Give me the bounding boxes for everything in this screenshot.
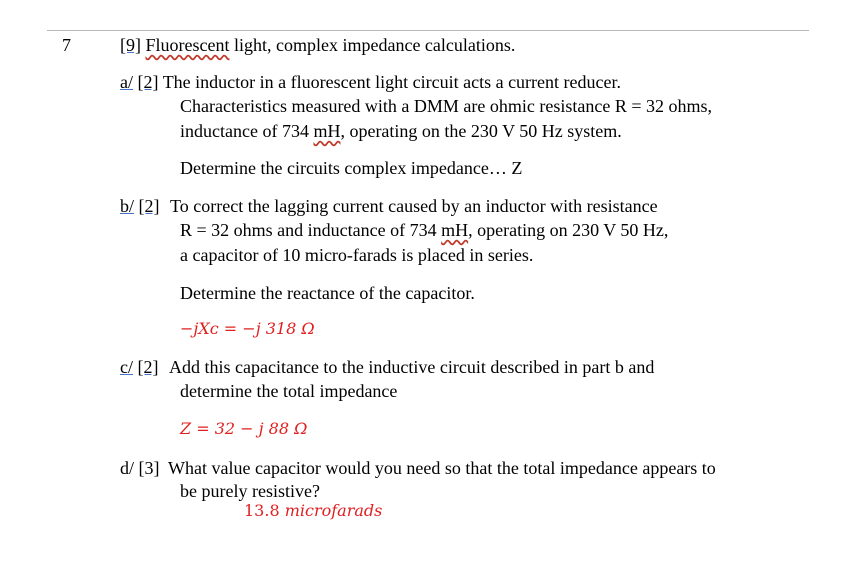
part-c-text1: Add this capacitance to the inductive circuit described in part b and [169,357,655,377]
part-d-answer-value: 13.8 [244,501,280,520]
header-title-underlined: Fluorescent [145,35,230,55]
part-b-label: b/ [120,196,135,216]
top-rule [47,30,809,31]
part-c-line1 [120,356,654,378]
part-d-text1: What value capacitor would you need so that the total impedance appears to [168,458,716,478]
part-b-unit: mH [441,220,469,240]
part-a-line3-before: inductance of 734 [180,121,314,141]
part-c-answer: Z = 32 − j 88 Ω [180,419,308,438]
part-c-label: c/ [120,357,133,377]
question-number: 7 [62,35,71,55]
part-b-line2 [180,219,668,241]
part-b-points: [2] [138,196,160,216]
part-d-label: d/ [120,458,135,478]
part-d-points: [3] [138,458,160,478]
part-a-question: Determine the circuits complex impedance… Z [180,158,523,178]
part-b-line1 [120,195,658,217]
part-d-line2: be purely resistive? [180,481,320,501]
part-b-line2-before: R = 32 ohms and inductance of 734 [180,220,442,240]
part-c-points: [2] [137,357,159,377]
part-c-line2: determine the total impedance [180,381,398,401]
part-b-text1: To correct the lagging current caused by an inductor with resistance [170,196,658,216]
part-d-answer-unit: microfarads [284,501,383,520]
part-a-label: a/ [120,72,133,92]
header-title-rest: light, complex impedance calculations. [229,35,516,55]
part-a-line3 [180,120,622,142]
header-points: [9] [120,35,141,55]
part-a-unit: mH [313,121,341,141]
part-d-answer [244,500,382,522]
part-a-text1: The inductor in a fluorescent light circuit acts a current reducer. [162,72,621,92]
part-a-line2: Characteristics measured with a DMM are ohmic resistance R = 32 ohms, [180,96,713,116]
part-a-points: [2] [137,72,159,92]
part-b-line3: a capacitor of 10 micro-farads is placed in series. [180,245,534,265]
question-header [120,34,515,56]
part-b-question: Determine the reactance of the capacitor. [180,283,475,303]
part-b-answer: −jXᴄ = −j 318 Ω [180,319,315,338]
part-a-line3-after: , operating on the 230 V 50 Hz system. [340,121,622,141]
part-b-line2-after: , operating on 230 V 50 Hz, [468,220,669,240]
part-a-line1 [120,71,621,93]
part-d-line1 [120,457,716,479]
